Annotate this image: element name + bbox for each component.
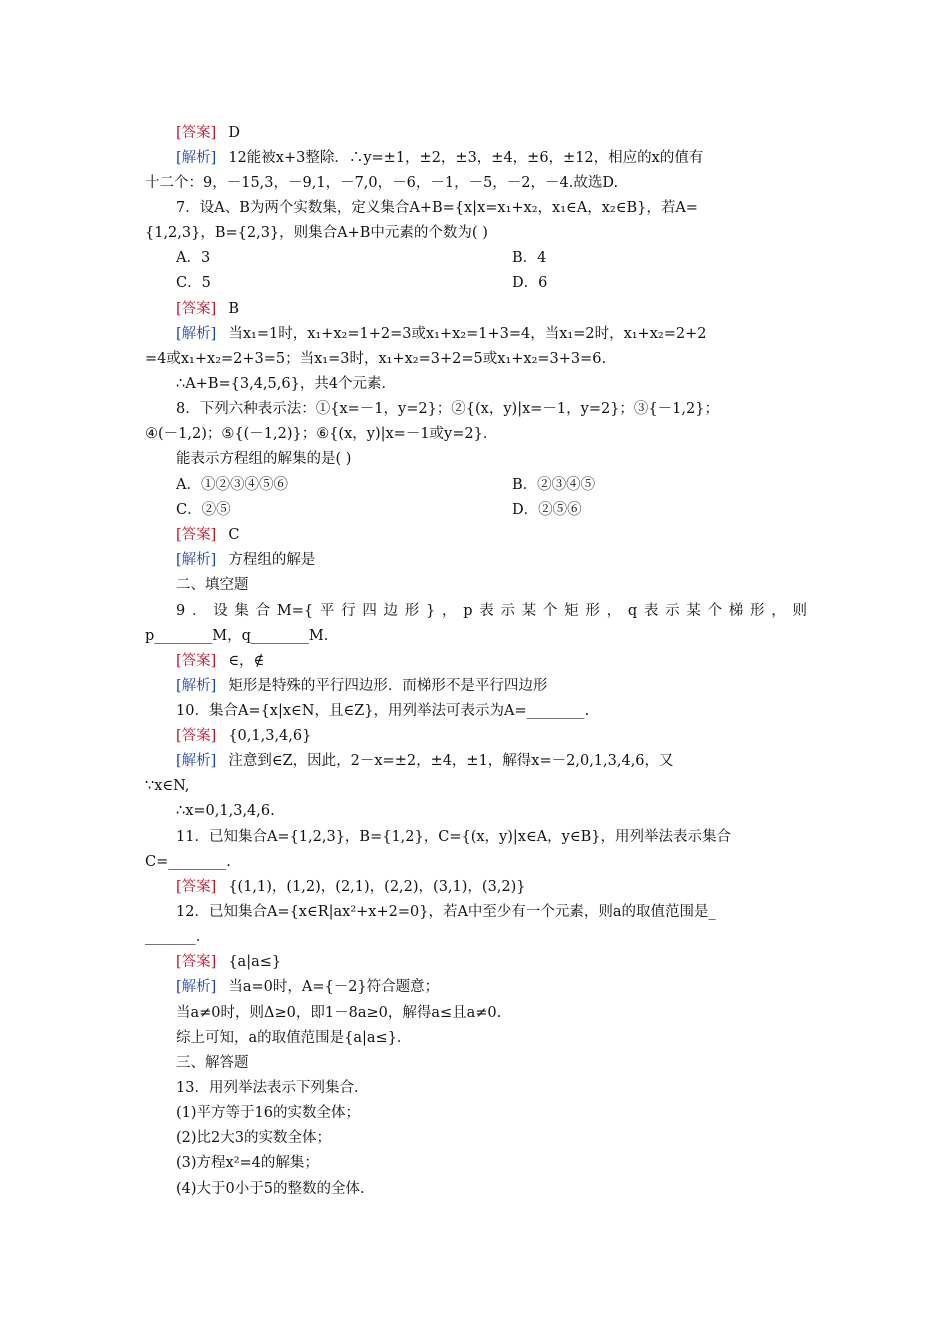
- answer-line: [176, 525, 807, 545]
- option-a: A．①②③④⑤⑥: [176, 477, 288, 493]
- answer-line: [176, 651, 807, 671]
- analysis-line: [176, 550, 807, 570]
- text-line: =4或x₁+x₂=2+3=5；当x₁=3时，x₁+x₂=3+2=5或x₁+x₂=3+3=6.: [145, 351, 607, 367]
- text-line: C=________.: [145, 854, 231, 870]
- question-7: 7．设A、B为两个实数集，定义集合A+B={x|x=x₁+x₂，x₁∈A，x₂∈B}，若A=: [176, 200, 698, 216]
- option-c: C．②⑤: [176, 502, 231, 518]
- question-12: 12．已知集合A={x∈R|ax²+x+2=0}，若A中至少有一个元素，则a的取值范围是_: [176, 904, 716, 920]
- answer-tag: [答案]: [176, 728, 217, 744]
- answer-text: {a|a≤}: [228, 954, 282, 970]
- question-10: 10．集合A={x|x∈N，且∈Z}，用列举法可表示为A=________.: [176, 703, 590, 719]
- question-9: 9．设集合M={平行四边形}，p表示某个矩形，q表示某个梯形，则: [176, 603, 807, 619]
- answer-tag: [答案]: [176, 954, 217, 970]
- option-b: B．4: [512, 250, 547, 266]
- answer-tag: [答案]: [176, 301, 217, 317]
- analysis-text: 注意到∈Z，因此，2－x=±2，±4，±1，解得x=－2,0,1,3,4,6，又: [228, 753, 674, 769]
- answer-text: ∈，∉: [228, 653, 265, 669]
- analysis-text: 当a=0时，A={－2}符合题意；: [228, 979, 440, 995]
- text-line: 能表示方程组的解集的是( ): [176, 451, 352, 467]
- sub-item: (4)大于0小于5的整数的全体．: [176, 1181, 375, 1197]
- analysis-line: [176, 977, 807, 997]
- analysis-line: [176, 751, 807, 771]
- text-line: _______.: [145, 929, 201, 945]
- answer-line: [176, 299, 807, 319]
- question-8: 8．下列六种表示法：①{x=－1，y=2}；②{(x，y)|x=－1，y=2}；③{－1,2}；: [176, 401, 719, 417]
- text-line: 当a≠0时，则Δ≥0，即1－8a≥0，解得a≤且a≠0.: [176, 1005, 502, 1021]
- answer-tag: [答案]: [176, 879, 217, 895]
- answer-tag: [答案]: [176, 125, 217, 141]
- text-line: ∴A+B={3,4,5,6}，共4个元素．: [176, 376, 397, 392]
- analysis-text: 当x₁=1时，x₁+x₂=1+2=3或x₁+x₂=1+3=4，当x₁=2时，x₁+x₂=2+2: [228, 326, 707, 342]
- question-11: 11．已知集合A={1,2,3}，B={1,2}，C={(x，y)|x∈A，y∈B}，用列举法表示集合: [176, 829, 731, 845]
- option-b: B．②③④⑤: [512, 477, 596, 493]
- sub-item: (1)平方等于16的实数全体；: [176, 1105, 360, 1121]
- analysis-line: [176, 324, 807, 344]
- answer-text: B: [228, 301, 239, 317]
- analysis-tag: [解析]: [176, 326, 217, 342]
- analysis-tag: [解析]: [176, 150, 217, 166]
- answer-text: D: [228, 125, 240, 141]
- analysis-tag: [解析]: [176, 979, 217, 995]
- text-line: {1,2,3}，B={2,3}，则集合A+B中元素的个数为( ): [145, 225, 488, 241]
- analysis-tag: [解析]: [176, 552, 217, 568]
- answer-line: [176, 123, 807, 143]
- text-line: p________M，q________M.: [145, 628, 329, 644]
- option-d: D．6: [512, 275, 548, 291]
- sub-item: (2)比2大3的实数全体；: [176, 1130, 331, 1146]
- option-d: D．②⑤⑥: [512, 502, 582, 518]
- answer-tag: [答案]: [176, 527, 217, 543]
- analysis-tag: [解析]: [176, 753, 217, 769]
- analysis-text: 方程组的解是: [228, 552, 316, 568]
- analysis-line: [176, 676, 807, 696]
- answer-text: {0,1,3,4,6}: [228, 728, 312, 744]
- answer-line: [176, 877, 807, 897]
- option-c: C．5: [176, 275, 211, 291]
- analysis-tag: [解析]: [176, 678, 217, 694]
- sub-item: (3)方程x²=4的解集；: [176, 1155, 319, 1171]
- answer-tag: [答案]: [176, 653, 217, 669]
- answer-text: C: [228, 527, 240, 543]
- answer-text: {(1,1)，(1,2)，(2,1)，(2,2)，(3,1)，(3,2)}: [228, 879, 526, 895]
- answer-line: [176, 952, 807, 972]
- text-line: 十二个：9，－15,3，－9,1，－7,0，－6，－1，－5，－2，－4.故选D.: [145, 175, 619, 191]
- text-line: ④(－1,2)；⑤{(－1,2)}；⑥{(x，y)|x=－1或y=2}．: [145, 426, 498, 442]
- text-line: 综上可知，a的取值范围是{a|a≤}．: [176, 1030, 412, 1046]
- analysis-line: [176, 148, 807, 168]
- question-13: 13．用列举法表示下列集合．: [176, 1080, 369, 1096]
- option-a: A．3: [176, 250, 211, 266]
- analysis-text: 12能被x+3整除．∴y=±1，±2，±3，±4，±6，±12，相应的x的值有: [228, 150, 704, 166]
- analysis-text: 矩形是特殊的平行四边形．而梯形不是平行四边形: [228, 678, 548, 694]
- answer-line: [176, 726, 807, 746]
- text-line: ∵x∈N,: [145, 778, 190, 794]
- section-heading: 三、解答题: [176, 1055, 249, 1071]
- text-line: ∴x=0,1,3,4,6.: [176, 803, 275, 819]
- section-heading: 二、填空题: [176, 577, 249, 593]
